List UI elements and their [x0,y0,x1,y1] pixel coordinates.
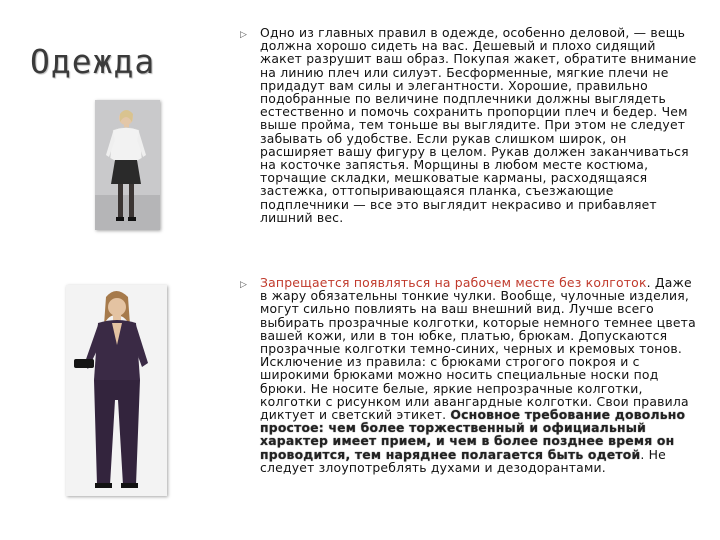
triangle-bullet-icon: ▷ [240,280,247,290]
fashion-photo-runway [95,100,160,230]
fashion-photo-suit [66,285,167,496]
paragraph-body: Даже в жару обязательны тонкие чулки. Вообще, чулочные изделия, могут сильно повлиять на ваш внешний вид. Лучше всего выбирать прозрачные колготки, которые немного темнее цвета вашей кожи, или в тон юбке, платью, брюкам. Допускаются прозрачные колготки темно-синих, черных и кремовых тонов. Исключение из правила: с брюками строгого покроя и с широкими брюками можно носить специальные носки под брюки. Не носите белые, яркие непрозрачные колготки, колготки с рисунком или авангардные колготки. Свои правила диктует и светский этикет. [260,275,696,423]
triangle-bullet-icon: ▷ [240,30,247,40]
lead-end: . [646,275,651,290]
bold-requirement: Основное требование довольно простое: чем более торжественный и официальный характер имеет прием, и чем в более позднее время он проводится, тем наряднее полагается быть одетой [260,407,686,462]
red-lead-sentence: Запрещается появляться на рабочем месте без колготок [260,275,647,290]
paragraph-clothing-fit: Одно из главных правил в одежде, особенно деловой, — вещь должна хорошо сидеть на вас. Дешевый и плохо сидящий жакет разрушит ваш образ. Покупая жакет, обратите внимание на линию плеч или силуэт. Бесформенные, мягкие плечи не придадут вам силы и элегантности. Хорошие, правильно подобранные по величине подплечники должны выглядеть естественно и помочь сохранить пропорции плеч и бедер. Чем выше пройма, тем тоньше вы выглядите. При этом не следует забывать об удобстве. Если рукав слишком широк, он расширяет вашу фигуру в целом. Рукав должен заканчиваться на косточке запястья. Морщины в любом месте костюма, торчащие складки, мешковатые карманы, расходящаяся застежка, оттопыривающаяся планка, съезжающие подплечники — все это выглядит некрасиво и прибавляет лишний вес. [260,25,697,225]
paragraph-tail: . Не следует злоупотреблять духами и дезодорантами. [260,446,667,475]
slide-title: Одежда [30,42,156,81]
paragraph-hosiery-rules [260,276,700,474]
